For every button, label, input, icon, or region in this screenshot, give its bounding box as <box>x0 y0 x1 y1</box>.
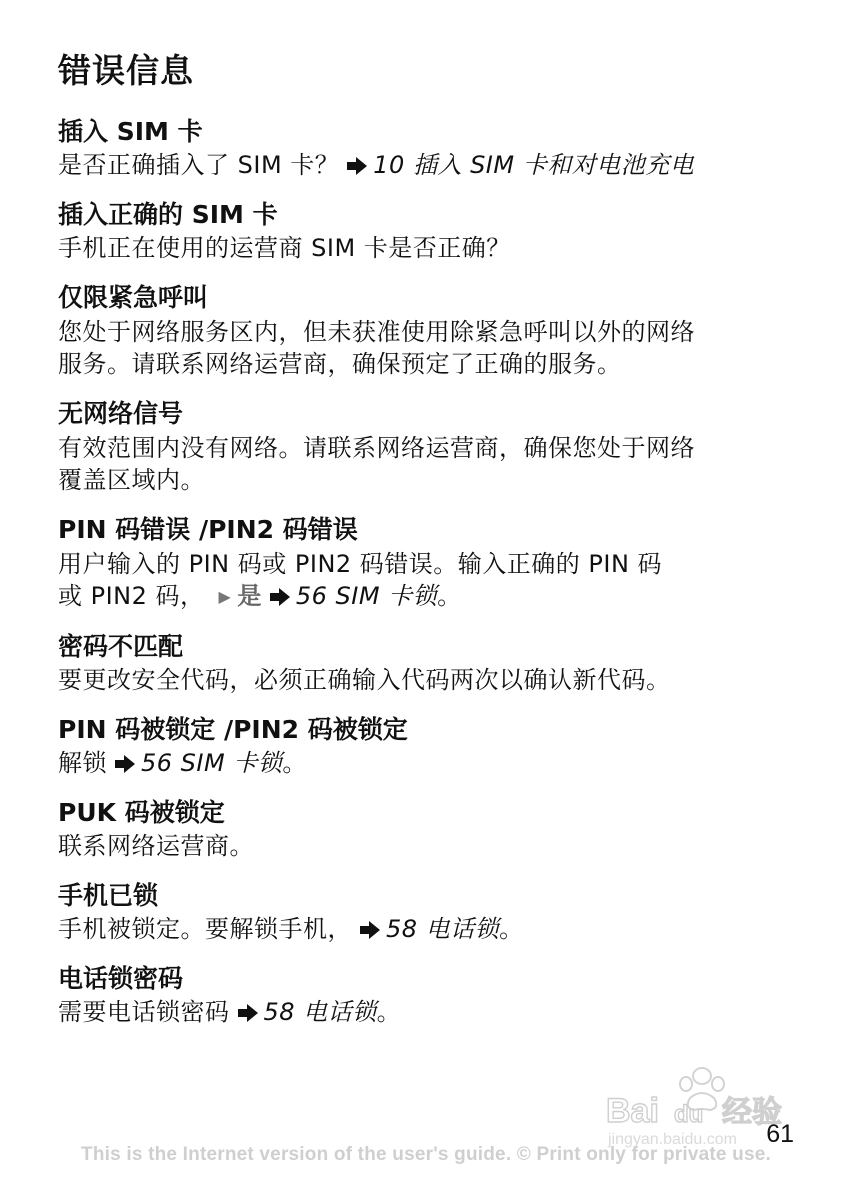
entry-body-line: 覆盖区域内。 <box>58 466 205 494</box>
entry-correct-sim <box>58 199 808 264</box>
cross-reference-link[interactable]: 58 电话锁 <box>386 915 500 943</box>
entry-body-line: 用户输入的 PIN 码或 PIN2 码错误。输入正确的 PIN 码 <box>58 550 663 578</box>
entry-emergency-only <box>58 282 808 380</box>
right-arrow-icon <box>360 921 380 939</box>
entry-title: 仅限紧急呼叫 <box>58 283 209 312</box>
svg-text:经验: 经验 <box>722 1095 782 1130</box>
entry-title: 插入正确的 SIM 卡 <box>58 200 278 229</box>
entry-body <box>58 432 808 496</box>
svg-text:du: du <box>674 1101 704 1128</box>
cross-reference-link[interactable]: 10 插入 SIM 卡和对电池充电 <box>373 151 695 179</box>
entry-body <box>58 748 808 779</box>
entry-text-end: 。 <box>437 582 462 610</box>
right-arrow-icon <box>270 588 290 606</box>
entry-body: 手机正在使用的运营商 SIM 卡是否正确？ <box>58 234 511 262</box>
entry-text: 需要电话锁密码 <box>58 998 230 1026</box>
right-arrow-icon <box>238 1004 258 1022</box>
entry-text: 解锁 <box>58 749 107 777</box>
page-title: 错误信息 <box>58 51 194 90</box>
entry-wrong-pin <box>58 514 808 613</box>
entry-text-end: 。 <box>282 749 307 777</box>
entry-body <box>58 150 808 181</box>
entry-body <box>58 548 808 613</box>
entry-title: 电话锁密码 <box>58 964 184 993</box>
entry-title: 插入 SIM 卡 <box>58 117 203 146</box>
triangle-right-icon: ▶ <box>218 587 232 606</box>
entry-body: 联系网络运营商。 <box>58 832 254 860</box>
entry-text: 是否正确插入了 SIM 卡？ <box>58 151 340 179</box>
entry-insert-sim <box>58 116 808 181</box>
entry-body-line <box>58 580 808 613</box>
entry-title: PIN 码被锁定 /PIN2 码被锁定 <box>58 715 408 744</box>
entry-title: PUK 码被锁定 <box>58 798 225 827</box>
svg-text:Bai: Bai <box>606 1092 659 1130</box>
entry-no-network <box>58 398 808 496</box>
svg-text:jingyan.baidu.com: jingyan.baidu.com <box>608 1131 737 1148</box>
entry-body-line: 您处于网络服务区内，但未获准使用除紧急呼叫以外的网络 <box>58 318 695 346</box>
entry-phone-lock-code <box>58 963 808 1028</box>
entry-body-line: 有效范围内没有网络。请联系网络运营商，确保您处于网络 <box>58 434 695 462</box>
entry-text: 或 PIN2 码， <box>58 582 205 610</box>
entry-phone-locked <box>58 880 808 945</box>
cross-reference-link[interactable]: 58 电话锁 <box>263 998 377 1026</box>
entry-body <box>58 997 808 1028</box>
right-arrow-icon <box>115 755 135 773</box>
entry-title: 无网络信号 <box>58 399 184 428</box>
entry-text: 手机被锁定。要解锁手机， <box>58 915 352 943</box>
footer-disclaimer: This is the Internet version of the user's guide. © Print only for private use. <box>81 1144 771 1165</box>
entry-text-end: 。 <box>499 915 524 943</box>
entry-body <box>58 914 808 945</box>
entry-pin-blocked <box>58 714 808 779</box>
cross-reference-link[interactable]: 56 SIM 卡锁 <box>295 582 438 610</box>
manual-page <box>58 48 808 1046</box>
entry-puk-blocked <box>58 797 808 862</box>
entry-text-end: 。 <box>376 998 402 1026</box>
entry-title: 手机已锁 <box>58 881 159 910</box>
entry-body <box>58 316 808 380</box>
right-arrow-icon <box>347 157 367 175</box>
page-number: 61 <box>766 1120 794 1148</box>
entry-codes-mismatch <box>58 631 808 696</box>
entry-body-line: 服务。请联系网络运营商，确保预定了正确的服务。 <box>58 350 622 378</box>
cross-reference-link[interactable]: 56 SIM 卡锁 <box>141 749 283 777</box>
entry-title: PIN 码错误 /PIN2 码错误 <box>58 515 358 544</box>
menu-option-yes: 是 <box>237 582 262 610</box>
entry-body: 要更改安全代码，必须正确输入代码两次以确认新代码。 <box>58 666 671 694</box>
entry-title: 密码不匹配 <box>58 632 184 661</box>
